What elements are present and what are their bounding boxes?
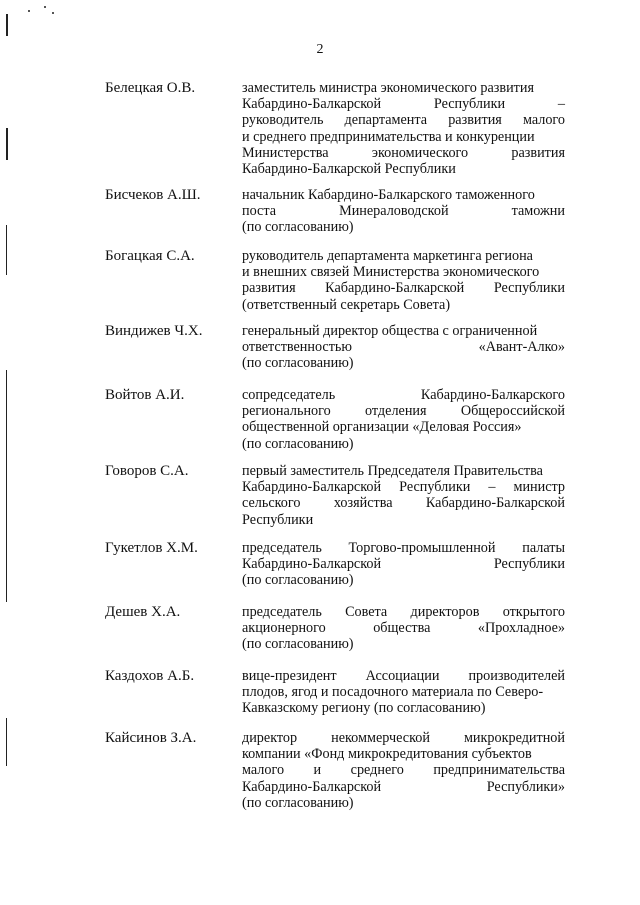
- member-name: Дешев Х.А.: [105, 604, 181, 620]
- position-line: генеральный директор общества с ограниченной: [242, 323, 538, 339]
- position-line: (по согласованию): [242, 355, 354, 372]
- member-name: Богацкая С.А.: [105, 248, 195, 264]
- member-name: Виндижев Ч.Х.: [105, 323, 203, 339]
- position-line: регионального отделения Общероссийской: [242, 403, 565, 420]
- position-line: Кабардино-Балкарской Республики – министр: [242, 479, 565, 496]
- position-line: Кабардино-Балкарской Республики»: [242, 778, 565, 795]
- position-line: ответственностью «Авант-Алко»: [242, 339, 565, 356]
- scan-artifact: [6, 225, 7, 275]
- scan-artifact: [52, 12, 54, 14]
- member-position: [242, 387, 565, 452]
- position-line: заместитель министра экономического развития: [242, 80, 534, 96]
- member-name: Кайсинов З.А.: [105, 730, 197, 746]
- position-line: Республики: [242, 511, 314, 528]
- member-name: Гукетлов Х.М.: [105, 540, 198, 556]
- position-line: (по согласованию): [242, 435, 354, 452]
- member-name: Говоров С.А.: [105, 463, 189, 479]
- position-line: Министерства экономического развития: [242, 144, 565, 161]
- position-line: (ответственный секретарь Совета): [242, 296, 451, 313]
- member-position: [242, 323, 565, 372]
- position-line: малого и среднего предпринимательства: [242, 762, 565, 779]
- scan-artifact: [6, 718, 7, 766]
- position-line: директор некоммерческой микрокредитной: [242, 730, 565, 746]
- position-line: (по согласованию): [242, 219, 354, 236]
- position-line: Кабардино-Балкарской Республики: [242, 161, 456, 178]
- member-name: Войтов А.И.: [105, 387, 185, 403]
- position-line: вице-президент Ассоциации производителей: [242, 668, 565, 684]
- member-position: [242, 463, 565, 528]
- position-line: и среднего предпринимательства и конкуренции: [242, 128, 535, 145]
- position-line: сельского хозяйства Кабардино-Балкарской: [242, 495, 565, 512]
- scan-artifact: [6, 128, 8, 160]
- member-position: [242, 187, 565, 236]
- member-name: Бисчеков А.Ш.: [105, 187, 201, 203]
- position-line: Кабардино-Балкарской Республики –: [242, 96, 565, 113]
- member-position: [242, 540, 565, 589]
- position-line: Кабардино-Балкарской Республики: [242, 556, 565, 573]
- position-line: компании «Фонд микрокредитования субъектов: [242, 746, 532, 763]
- scan-artifact: [6, 370, 7, 602]
- position-line: председатель Торгово-промышленной палаты: [242, 540, 565, 556]
- position-line: руководитель департамента развития малого: [242, 112, 565, 129]
- scan-artifact: [28, 10, 30, 12]
- position-line: первый заместитель Председателя Правительства: [242, 463, 543, 479]
- position-line: (по согласованию): [242, 636, 354, 653]
- page-number: 2: [316, 42, 324, 57]
- position-line: акционерного общества «Прохладное»: [242, 620, 565, 637]
- scan-artifact: [6, 14, 8, 36]
- position-line: и внешних связей Министерства экономического: [242, 264, 540, 281]
- member-name: Каздохов А.Б.: [105, 668, 195, 684]
- member-position: [242, 248, 565, 313]
- member-position: [242, 604, 565, 653]
- position-line: руководитель департамента маркетинга региона: [242, 248, 533, 264]
- member-name: Белецкая О.В.: [105, 80, 196, 96]
- scan-artifact: [44, 6, 46, 8]
- member-position: [242, 668, 565, 717]
- position-line: плодов, ягод и посадочного материала по Северо-: [242, 684, 544, 701]
- position-line: общественной организации «Деловая Россия»: [242, 419, 522, 436]
- member-position: [242, 730, 565, 811]
- position-line: Кавказскому региону (по согласованию): [242, 700, 486, 717]
- member-position: [242, 80, 565, 177]
- position-line: начальник Кабардино-Балкарского таможенного: [242, 187, 535, 203]
- position-line: (по согласованию): [242, 794, 354, 811]
- position-line: поста Минераловодской таможни: [242, 203, 565, 220]
- position-line: (по согласованию): [242, 572, 354, 589]
- position-line: председатель Совета директоров открытого: [242, 604, 565, 620]
- position-line: развития Кабардино-Балкарской Республики: [242, 280, 565, 297]
- position-line: сопредседатель Кабардино-Балкарского: [242, 387, 565, 403]
